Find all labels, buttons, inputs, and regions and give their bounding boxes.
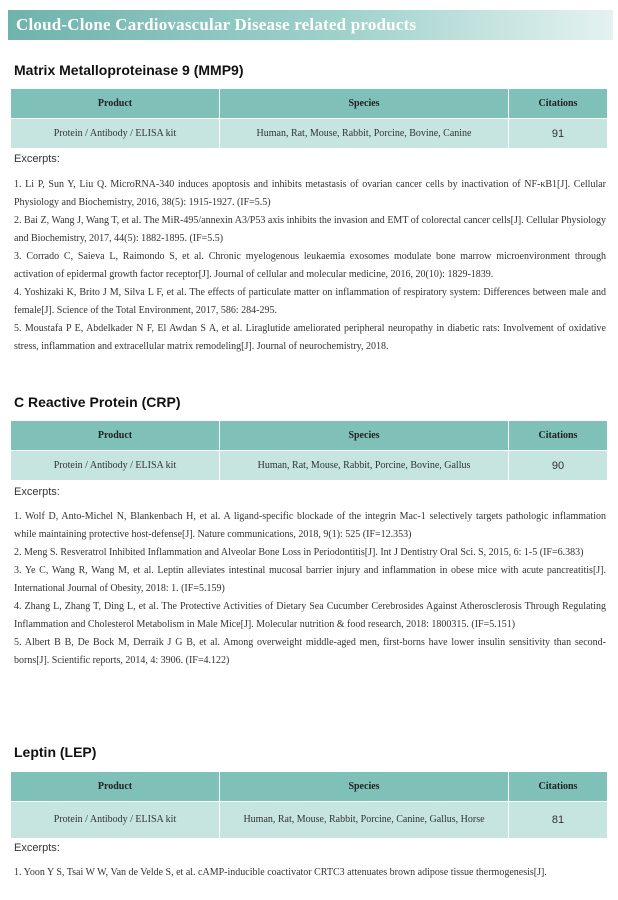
reference-list <box>14 508 606 670</box>
header-product: Product <box>11 89 220 119</box>
section-title: C Reactive Protein (CRP) <box>14 394 181 410</box>
reference-item: 5. Albert B B, De Bock M, Derraik J G B, et al. Among overweight middle-aged men, first-borns have lower insulin sensitivity than second-borns[J]. Scientific reports, 2014, 4: 3906. (IF=4.122) <box>14 637 606 666</box>
header-citations: Citations <box>509 772 608 802</box>
reference-item: 1. Li P, Sun Y, Liu Q. MicroRNA-340 induces apoptosis and inhibits metastasis of ovarian cancer cells by inactivation of NF-κB1[J]. Cellular Physiology and Biochemistry, 2016, 38(5): 1915-1927. (IF=5.5) <box>14 179 606 208</box>
product-table <box>10 771 608 839</box>
table-header-row <box>11 772 608 802</box>
header-product: Product <box>11 772 220 802</box>
section-title: Leptin (LEP) <box>14 744 97 760</box>
product-table <box>10 88 608 149</box>
header-citations: Citations <box>509 421 608 451</box>
product-table <box>10 420 608 481</box>
header-species: Species <box>220 421 509 451</box>
reference-item: 1. Wolf D, Anto-Michel N, Blankenbach H, et al. A ligand-specific blockade of the integrin Mac-1 selectively targets pathologic inflammation while maintaining protective host-defense[J]. Nature communications, 2018, 9(1): 525 (IF=12.353) <box>14 511 606 540</box>
species-cell: Human, Rat, Mouse, Rabbit, Porcine, Canine, Gallus, Horse <box>220 802 509 839</box>
header-product: Product <box>11 421 220 451</box>
reference-item: 3. Ye C, Wang R, Wang M, et al. Leptin alleviates intestinal mucosal barrier injury and inflammation in obese mice with acute pancreatitis[J]. International Journal of Obesity, 2018: 1. (IF=5.159) <box>14 565 606 594</box>
product-cell: Protein / Antibody / ELISA kit <box>11 802 220 839</box>
citations-cell: 81 <box>509 802 608 839</box>
reference-item: 4. Zhang L, Zhang T, Ding L, et al. The Protective Activities of Dietary Sea Cucumber Cerebrosides Against Atherosclerosis Through Regulating Inflammation and Cholesterol Metabolism in Male Mice[J]. Molecular nutrition & food research, 2018: 1800315. (IF=5.151) <box>14 601 606 630</box>
banner <box>8 10 613 40</box>
reference-item: 1. Yoon Y S, Tsai W W, Van de Velde S, et al. cAMP-inducible coactivator CRTC3 attenuates brown adipose tissue thermogenesis[J]. <box>14 867 547 878</box>
header-species: Species <box>220 772 509 802</box>
reference-item: 5. Moustafa P E, Abdelkader N F, El Awdan S A, et al. Liraglutide ameliorated peripheral neuropathy in diabetic rats: Involvement of oxidative stress, inflammation and extracellular matrix remodeling[J]. Journal of neurochemistry, 2018. <box>14 323 606 352</box>
table-header-row <box>11 89 608 119</box>
excerpts-label: Excerpts: <box>14 153 60 165</box>
excerpts-label: Excerpts: <box>14 842 60 854</box>
species-cell: Human, Rat, Mouse, Rabbit, Porcine, Bovine, Gallus <box>220 451 509 481</box>
reference-item: 2. Meng S. Resveratrol Inhibited Inflammation and Alveolar Bone Loss in Periodontitis[J]. Int J Dentistry Oral Sci. S, 2015, 6: 1-5 (IF=6.383) <box>14 547 584 558</box>
product-cell: Protein / Antibody / ELISA kit <box>11 119 220 149</box>
product-cell: Protein / Antibody / ELISA kit <box>11 451 220 481</box>
table-row <box>11 451 608 481</box>
section-title: Matrix Metalloproteinase 9 (MMP9) <box>14 62 244 78</box>
reference-list <box>14 864 606 882</box>
table-header-row <box>11 421 608 451</box>
reference-list <box>14 176 606 356</box>
table-row <box>11 802 608 839</box>
header-citations: Citations <box>509 89 608 119</box>
reference-item: 3. Corrado C, Saieva L, Raimondo S, et al. Chronic myelogenous leukaemia exosomes modulate bone marrow microenvironment through activation of epidermal growth factor receptor[J]. Journal of cellular and molecular medicine, 2016, 20(10): 1829-1839. <box>14 251 606 280</box>
reference-item: 4. Yoshizaki K, Brito J M, Silva L F, et al. The effects of particulate matter on inflammation of respiratory system: Differences between male and female[J]. Science of the Total Environment, 2017, 586: 284-295. <box>14 287 606 316</box>
header-species: Species <box>220 89 509 119</box>
citations-cell: 90 <box>509 451 608 481</box>
reference-item: 2. Bai Z, Wang J, Wang T, et al. The MiR-495/annexin A3/P53 axis inhibits the invasion and EMT of colorectal cancer cells[J]. Cellular Physiology and Biochemistry, 2017, 44(5): 1882-1895. (IF=5.5) <box>14 215 606 244</box>
table-row <box>11 119 608 149</box>
species-cell: Human, Rat, Mouse, Rabbit, Porcine, Bovine, Canine <box>220 119 509 149</box>
banner-title: Cloud-Clone Cardiovascular Disease related products <box>16 15 417 34</box>
citations-cell: 91 <box>509 119 608 149</box>
excerpts-label: Excerpts: <box>14 486 60 498</box>
